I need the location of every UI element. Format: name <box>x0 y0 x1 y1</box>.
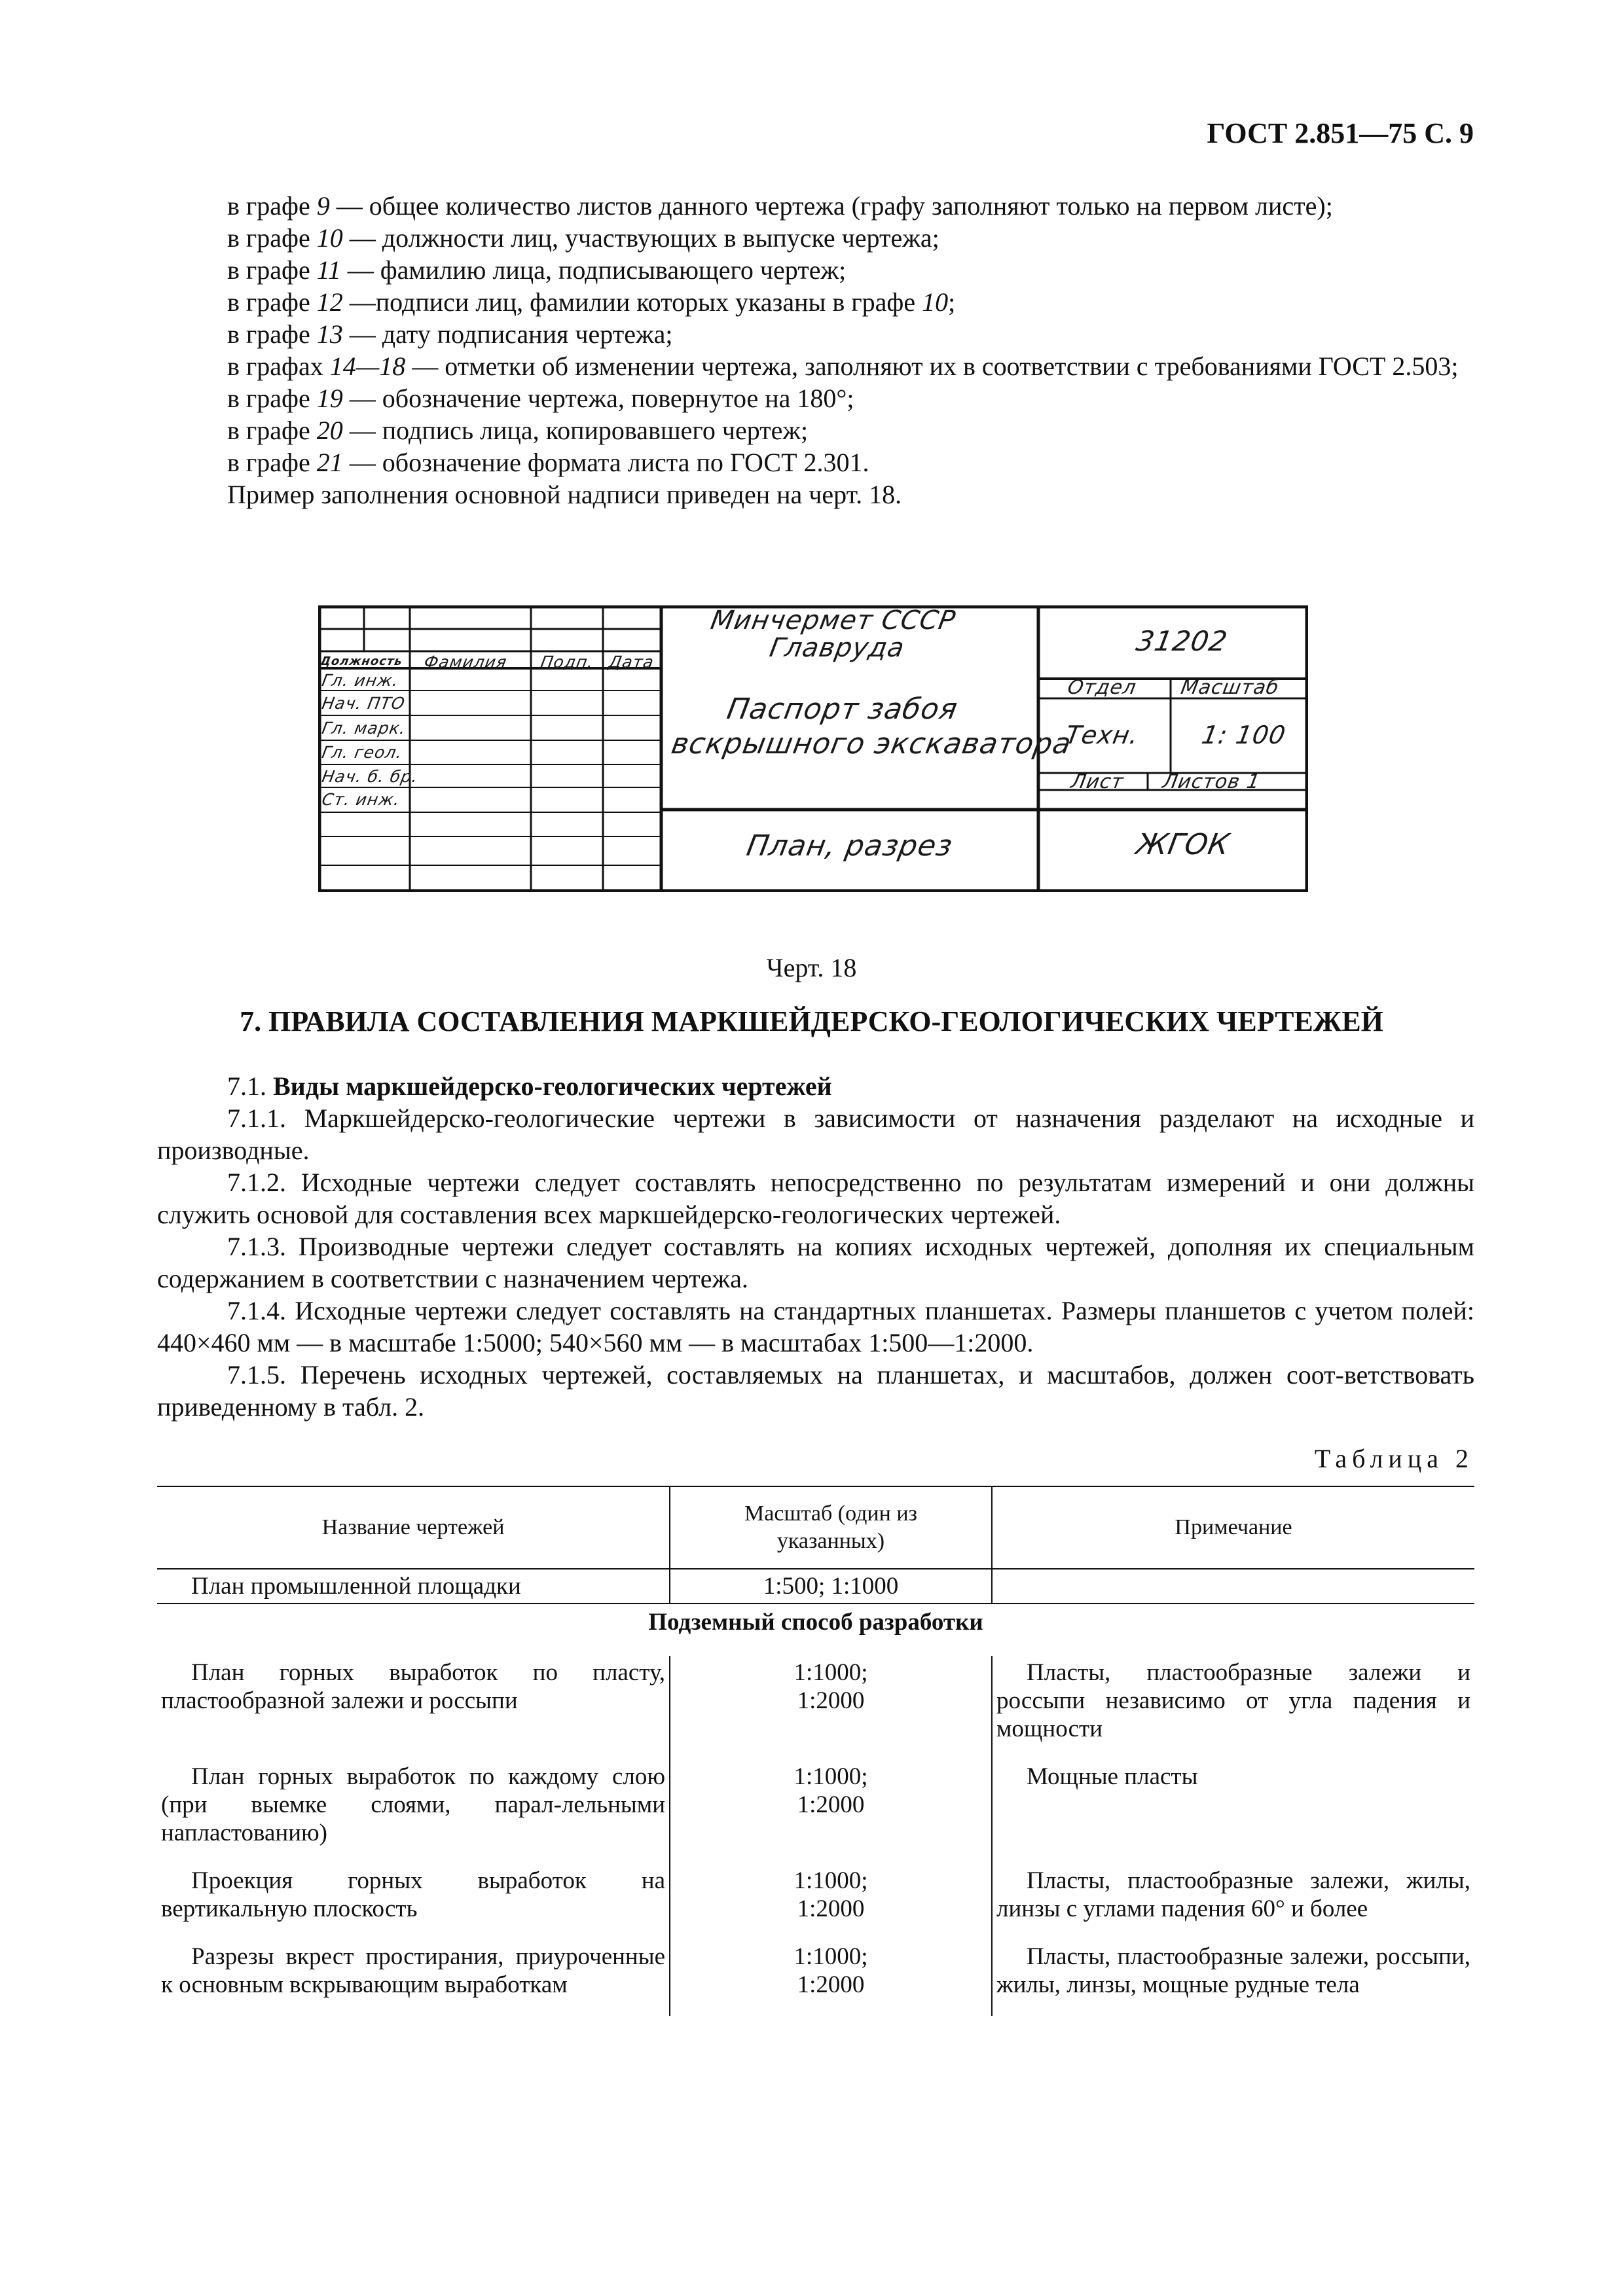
section-body <box>157 1070 1474 1423</box>
section-title: 7. ПРАВИЛА СОСТАВЛЕНИЯ МАРКШЕЙДЕРСКО-ГЕОЛОГИЧЕСКИХ ЧЕРТЕЖЕЙ <box>240 1005 1383 1037</box>
table-row: Проекция горных выработок на вертикальную плоскость 1:1000; 1:2000 Пласты, пластообразные залежи, жилы, линзы с углами падения 60° и более <box>157 1864 1474 1940</box>
page-header: ГОСТ 2.851—75 С. 9 <box>1207 117 1474 149</box>
list-item: в графе 9 — общее количество листов данного чертежа (графу заполняют только на первом листе); <box>227 191 1333 221</box>
list-item: в графе 21 — обозначение формата листа по ГОСТ 2.301. <box>227 448 869 477</box>
table-subheader: Подземный способ разработки <box>648 1609 983 1636</box>
instructions-list <box>157 190 1474 511</box>
stamp-position: Гл. геол. <box>320 743 405 762</box>
stamp-col-date: Дата <box>607 653 656 672</box>
stamp-dept-value: Техн. <box>1063 721 1141 749</box>
list-item: в графе 13 — дату подписания чертежа; <box>227 319 673 349</box>
table-row: План промышленной площадки 1:500; 1:1000 <box>157 1569 1474 1604</box>
paragraph: 7.1.5. Перечень исходных чертежей, составляемых на планшетах, и масштабов, должен соот-ветствовать приведенному в табл. 2. <box>157 1360 1474 1422</box>
stamp-scale-label: Масштаб <box>1178 676 1281 699</box>
stamp-col-surname: Фамилия <box>422 653 509 672</box>
table-header: Название чертежей <box>157 1486 670 1569</box>
stamp-scale-value: 1: 100 <box>1199 721 1288 749</box>
list-item: в графе 10 — должности лиц, участвующих в выпуске чертежа; <box>227 223 939 253</box>
stamp-position: Ст. инж. <box>320 790 402 809</box>
title-block-figure <box>318 605 1308 892</box>
stamp-sheet-label: Лист <box>1068 770 1126 793</box>
stamp-org-line2: Главруда <box>767 633 907 663</box>
stamp-position: Гл. марк. <box>320 719 408 738</box>
subsection-heading: 7.1. Виды маркшейдерско-геологических чертежей <box>227 1071 832 1101</box>
table-row: Разрезы вкрест простирания, приуроченные к основным вскрывающим выработкам 1:1000; 1:2000 Пласты, пластообразные залежи, россыпи, жилы, линзы, мощные рудные тела <box>157 1940 1474 2016</box>
list-item: в графе 11 — фамилию лица, подписывающего чертеж; <box>227 255 847 285</box>
list-item: в графе 12 —подписи лиц, фамилии которых указаны в графе 10; <box>227 287 956 317</box>
paragraph: 7.1.2. Исходные чертежи следует составлять непосредственно по результатам измерений и они должны служить основой для составления всех маркшейдерско-геологических чертежей. <box>157 1168 1474 1229</box>
figure-caption: Черт. 18 <box>766 953 857 982</box>
list-item: в графе 19 — обозначение чертежа, повернутое на 180°; <box>227 384 854 413</box>
example-line: Пример заполнения основной надписи приведен на черт. 18. <box>227 480 902 509</box>
table-header-scale: Масштаб (один из указанных) <box>744 1501 917 1553</box>
table-header <box>670 1486 992 1569</box>
table-row: План горных выработок по пласту, пластообразной залежи и россыпи 1:1000; 1:2000 Пласты, пластообразные залежи и россыпи независимо от угла падения и мощности <box>157 1656 1474 1760</box>
paragraph: 7.1.3. Производные чертежи следует составлять на копиях исходных чертежей, дополняя их специальным содержанием в соответствии с назначением чертежа. <box>157 1232 1474 1293</box>
stamp-title-line1: Паспорт забоя <box>724 692 960 726</box>
stamp-position: Нач. б. бр. <box>320 767 420 786</box>
stamp-org-line1: Минчермет СССР <box>708 605 958 636</box>
stamp-col-signature: Подп. <box>539 653 596 672</box>
stamp-position: Нач. ПТО <box>320 694 407 713</box>
stamp-title-line2: вскрышного экскаватора <box>668 727 1074 761</box>
stamp-company: ЖГОК <box>1133 828 1233 861</box>
drawings-table <box>157 1486 1474 2016</box>
stamp-view: План, разрез <box>744 829 956 863</box>
list-item: в графе 20 — подпись лица, копировавшего чертеж; <box>227 416 809 445</box>
stamp-doc-number: 31202 <box>1133 625 1230 657</box>
table-caption: Таблица 2 <box>1314 1444 1474 1473</box>
table-header: Примечание <box>992 1486 1474 1569</box>
paragraph: 7.1.1. Маркшейдерско-геологические чертежи в зависимости от назначения разделают на исходные и производные. <box>157 1103 1474 1165</box>
stamp-position: Гл. инж. <box>320 671 401 690</box>
table-row: План горных выработок по каждому слою (при выемке слоями, парал-лельными напластованию) 1:1000; 1:2000 Мощные пласты <box>157 1760 1474 1864</box>
stamp-dept-label: Отдел <box>1065 676 1139 699</box>
stamp-col-position: Должность <box>319 655 404 668</box>
stamp-sheets-label: Листов 1 <box>1160 770 1262 793</box>
paragraph: 7.1.4. Исходные чертежи следует составлять на стандартных планшетах. Размеры планшетов с учетом полей: 440×460 мм — в масштабе 1:5000; 540×560 мм — в масштабах 1:500—1:2000. <box>157 1296 1474 1357</box>
list-item: в графах 14—18 — отметки об изменении чертежа, заполняют их в соответствии с требованиями ГОСТ 2.503; <box>227 351 1459 381</box>
